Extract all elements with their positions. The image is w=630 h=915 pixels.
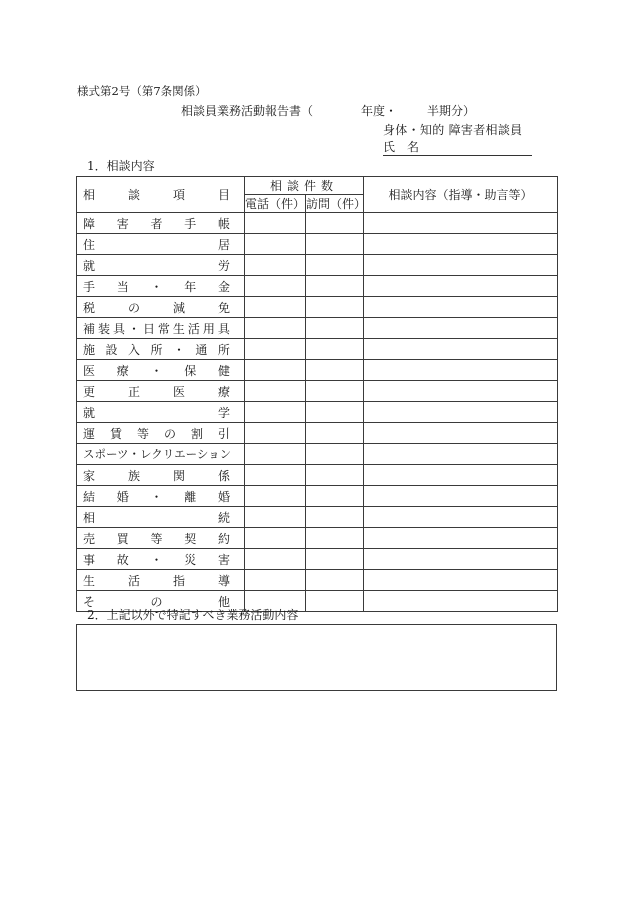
row-label: 売 買 等 契 約 [77,528,245,549]
row-label: 障 害 者 手 帳 [77,213,245,234]
row-label: 更 正 医 療 [77,381,245,402]
phone-count-cell[interactable] [245,528,306,549]
column-header-content: 相談内容（指導・助言等） [364,177,558,213]
title-half-label: 半期分） [427,104,476,118]
consultation-table [76,176,558,612]
content-cell[interactable] [364,381,558,402]
visit-count-cell[interactable] [306,465,364,486]
visit-count-cell[interactable] [306,591,364,612]
content-cell[interactable] [364,423,558,444]
consultation-rows [77,213,558,612]
row-label: 運 賃 等 の 割 引 [77,423,245,444]
visit-count-cell[interactable] [306,276,364,297]
row-label: 家 族 関 係 [77,465,245,486]
table-row [77,297,558,318]
column-header-count: 相談件数 [245,177,364,195]
content-cell[interactable] [364,528,558,549]
table-row [77,444,558,465]
content-cell[interactable] [364,570,558,591]
phone-count-cell[interactable] [245,465,306,486]
table-row [77,255,558,276]
phone-count-cell[interactable] [245,276,306,297]
document-title [181,105,475,117]
content-cell[interactable] [364,234,558,255]
visit-count-cell[interactable] [306,255,364,276]
visit-count-cell[interactable] [306,507,364,528]
content-cell[interactable] [364,255,558,276]
name-field[interactable] [383,141,532,156]
content-cell[interactable] [364,213,558,234]
row-label: 手 当 ・ 年 金 [77,276,245,297]
row-label: 事 故 ・ 災 害 [77,549,245,570]
phone-count-cell[interactable] [245,402,306,423]
title-prefix: 相談員業務活動報告書（ [181,104,314,118]
content-cell[interactable] [364,549,558,570]
content-cell[interactable] [364,486,558,507]
section1-title: 1．相談内容 [87,159,155,173]
visit-count-cell[interactable] [306,360,364,381]
content-cell[interactable] [364,360,558,381]
content-cell[interactable] [364,465,558,486]
visit-count-cell[interactable] [306,486,364,507]
visit-count-cell[interactable] [306,234,364,255]
table-row [77,528,558,549]
visit-count-cell[interactable] [306,297,364,318]
section2-title: 2．上記以外で特記すべき業務活動内容 [87,608,299,622]
content-cell[interactable] [364,507,558,528]
form-number: 様式第2号（第7条関係） [77,84,207,98]
content-cell[interactable] [364,318,558,339]
table-row [77,423,558,444]
table-row [77,318,558,339]
row-label: 補 装 具 ・ 日 常 生 活 用 具 [77,318,245,339]
phone-count-cell[interactable] [245,486,306,507]
table-row [77,507,558,528]
row-label: 生 活 指 導 [77,570,245,591]
column-header-visit: 訪問（件） [306,195,364,213]
visit-count-cell[interactable] [306,381,364,402]
column-header-item: 相 談 項 目 [77,177,245,213]
table-row [77,549,558,570]
phone-count-cell[interactable] [245,213,306,234]
content-cell[interactable] [364,339,558,360]
row-label: スポーツ・レクリエーション [77,444,245,465]
content-cell[interactable] [364,591,558,612]
phone-count-cell[interactable] [245,507,306,528]
row-label: 施 設 入 所 ・ 通 所 [77,339,245,360]
table-row [77,360,558,381]
table-row [77,276,558,297]
visit-count-cell[interactable] [306,549,364,570]
row-label: 就 学 [77,402,245,423]
row-label: 相 続 [77,507,245,528]
table-row [77,381,558,402]
row-label: 就 労 [77,255,245,276]
phone-count-cell[interactable] [245,318,306,339]
table-row [77,402,558,423]
phone-count-cell[interactable] [245,423,306,444]
row-label: 税 の 減 免 [77,297,245,318]
row-label: そ の 他 [77,591,245,612]
phone-count-cell[interactable] [245,381,306,402]
content-cell[interactable] [364,402,558,423]
column-header-phone: 電話（件） [245,195,306,213]
visit-count-cell[interactable] [306,570,364,591]
table-row [77,213,558,234]
counselor-type: 身体・知的 障害者相談員 [383,123,523,137]
row-label: 結 婚 ・ 離 婚 [77,486,245,507]
table-row [77,339,558,360]
visit-count-cell[interactable] [306,444,364,465]
special-notes-field[interactable] [76,624,557,691]
phone-count-cell[interactable] [245,255,306,276]
table-row [77,234,558,255]
table-row [77,486,558,507]
phone-count-cell[interactable] [245,570,306,591]
title-year-label: 年度・ [361,104,398,118]
content-cell[interactable] [364,444,558,465]
visit-count-cell[interactable] [306,423,364,444]
content-cell[interactable] [364,276,558,297]
visit-count-cell[interactable] [306,339,364,360]
table-row [77,465,558,486]
content-cell[interactable] [364,297,558,318]
visit-count-cell[interactable] [306,528,364,549]
name-label: 氏名 [383,140,432,154]
visit-count-cell[interactable] [306,402,364,423]
row-label: 医 療 ・ 保 健 [77,360,245,381]
phone-count-cell[interactable] [245,549,306,570]
visit-count-cell[interactable] [306,318,364,339]
row-label: 住 居 [77,234,245,255]
phone-count-cell[interactable] [245,297,306,318]
phone-count-cell[interactable] [245,234,306,255]
visit-count-cell[interactable] [306,213,364,234]
table-row [77,570,558,591]
phone-count-cell[interactable] [245,339,306,360]
phone-count-cell[interactable] [245,444,306,465]
phone-count-cell[interactable] [245,360,306,381]
